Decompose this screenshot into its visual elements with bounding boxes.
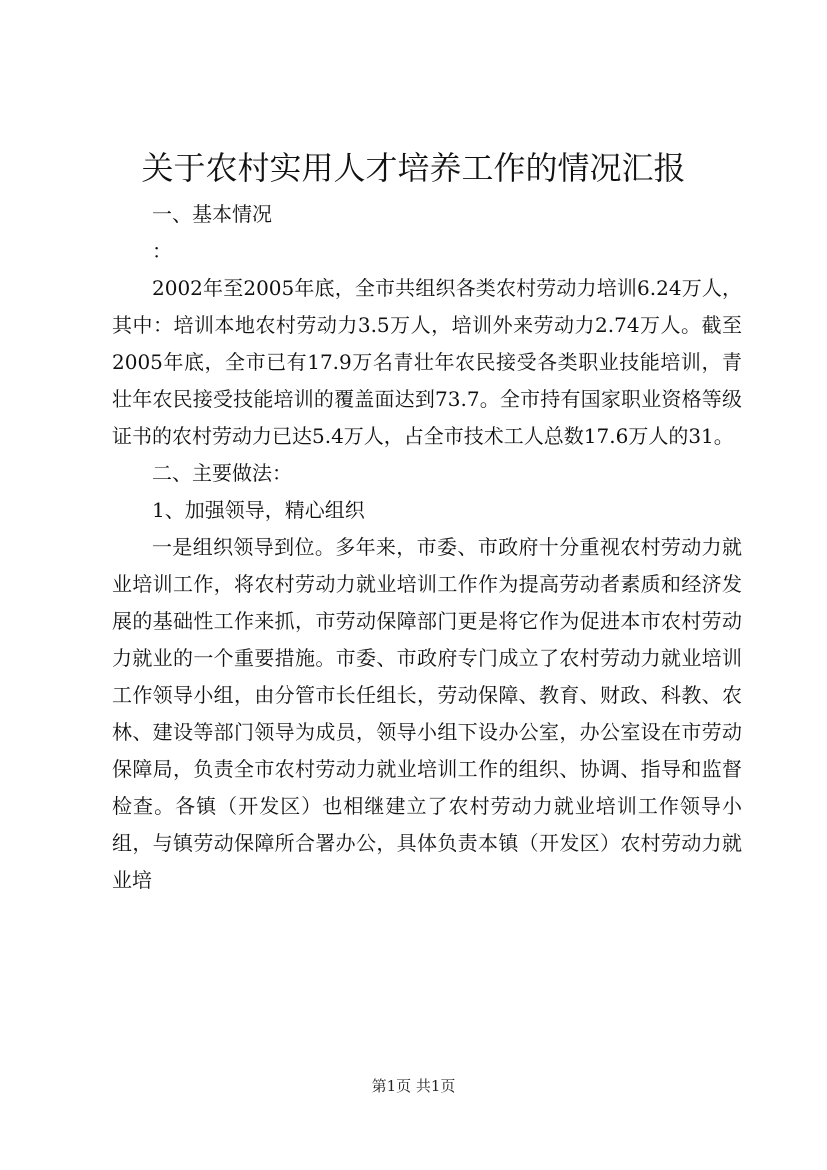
document-body xyxy=(112,196,742,899)
section-heading-basic: 一、基本情况 xyxy=(152,202,272,226)
paragraph-statistics: 2002年至2005年底，全市共组织各类农村劳动力培训6.24万人，其中：培训本地农村劳动力3.5万人，培训外来劳动力2.74万人。截至2005年底，全市已有17.9万名青壮年农民接受各类职业技能培训，青壮年农民接受技能培训的覆盖面达到73.7。全市持有国家职业资格等级证书的农村劳动力已达5.4万人，占全市技术工人总数17.6万人的31。 xyxy=(112,276,742,448)
paragraph-leadership: 一是组织领导到位。多年来，市委、市政府十分重视农村劳动力就业培训工作，将农村劳动力就业培训工作作为提高劳动者素质和经济发展的基础性工作来抓，市劳动保障部门更是将它作为促进本市农村劳动力就业的一个重要措施。市委、市政府专门成立了农村劳动力就业培训工作领导小组，由分管市长任组长，劳动保障、教育、财政、科教、农林、建设等部门领导为成员，领导小组下设办公室，办公室设在市劳动保障局，负责全市农村劳动力就业培训工作的组织、协调、指导和监督检查。各镇（开发区）也相继建立了农村劳动力就业培训工作领导小组，与镇劳动保障所合署办公，具体负责本镇（开发区）农村劳动力就业培 xyxy=(112,535,742,892)
document-title: 关于农村实用人才培养工作的情况汇报 xyxy=(141,149,686,187)
colon-line: ： xyxy=(152,239,172,263)
page-footer: 第1页 共1页 xyxy=(371,1077,456,1095)
section-heading-methods: 二、主要做法： xyxy=(152,461,292,485)
subheading-leadership: 1、加强领导，精心组织 xyxy=(152,498,365,522)
